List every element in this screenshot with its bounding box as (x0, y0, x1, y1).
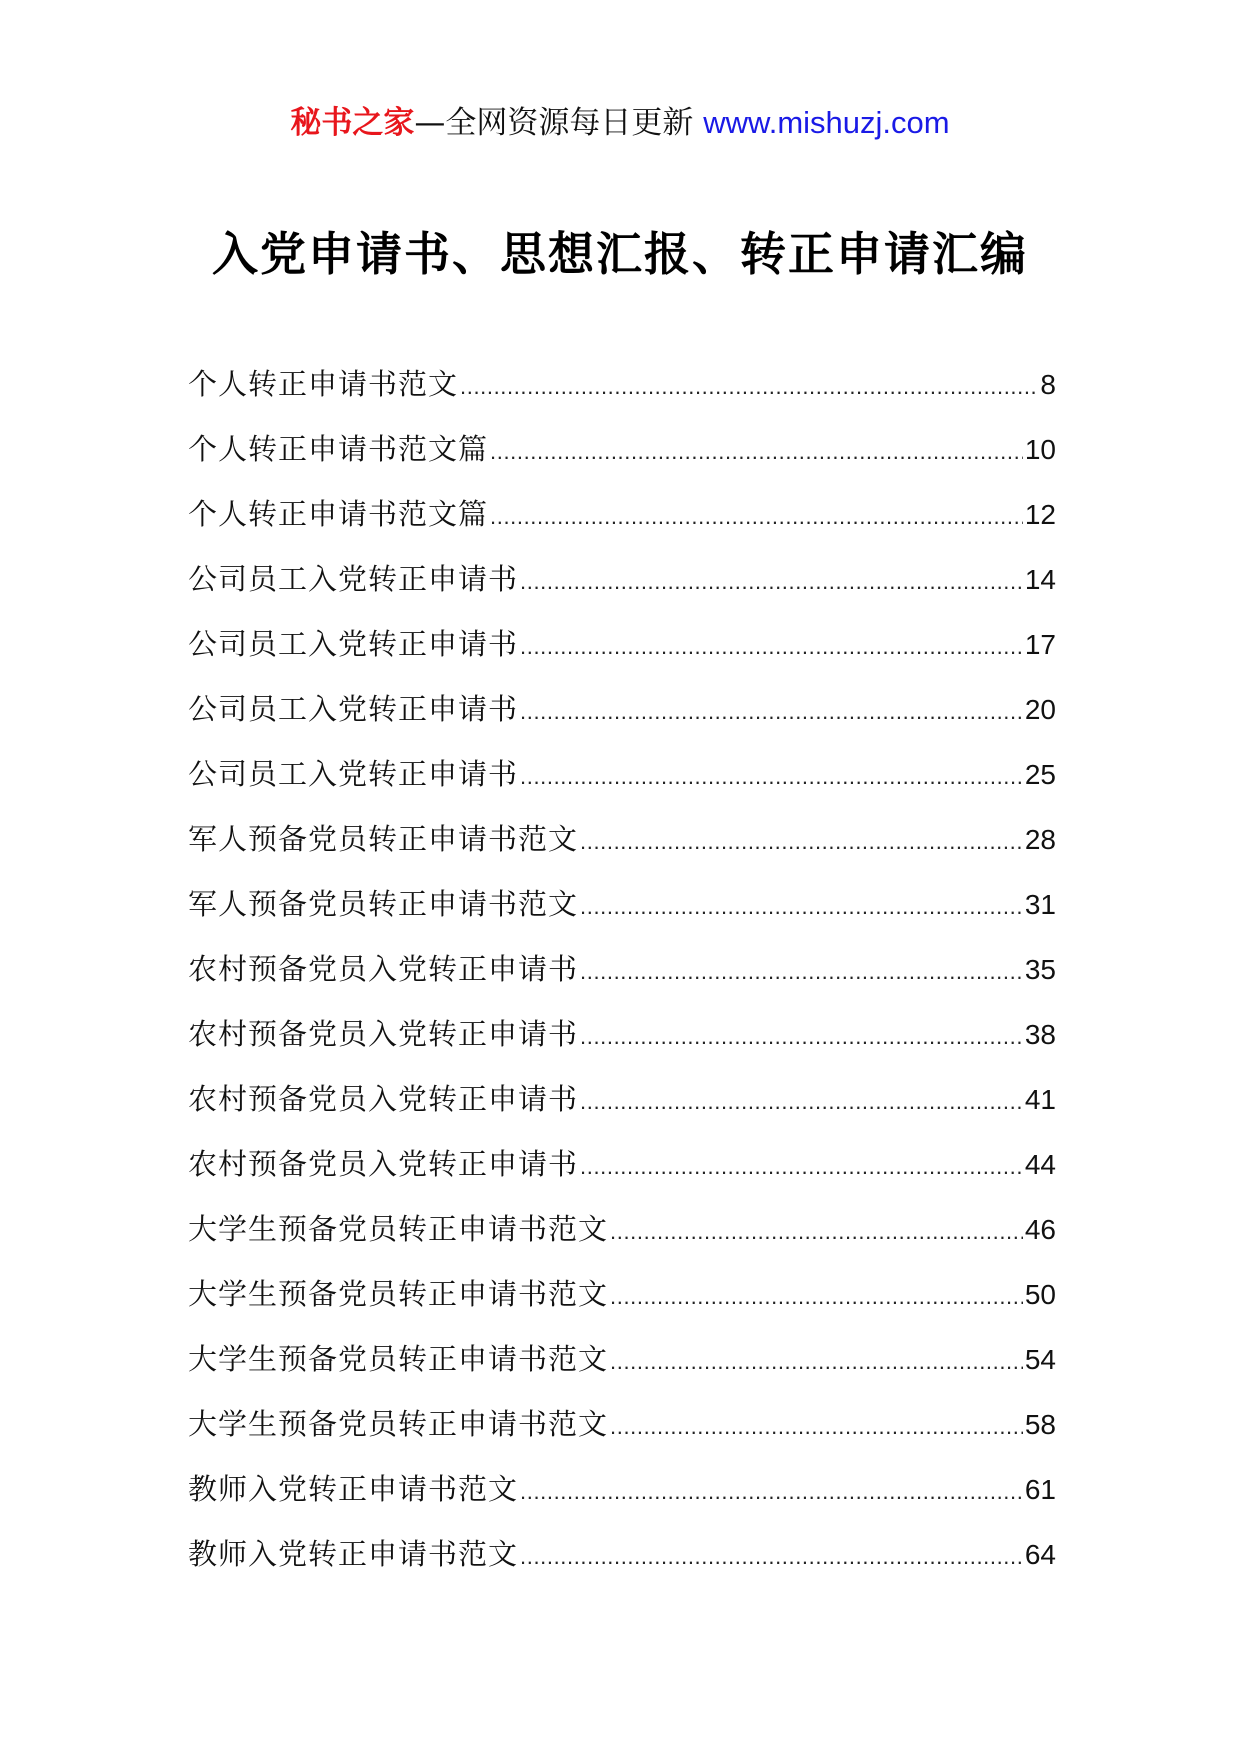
toc-entry-title: 农村预备党员入党转正申请书 (188, 1147, 579, 1181)
toc-entry[interactable] (188, 752, 1056, 817)
toc-entry-title: 公司员工入党转正申请书 (188, 757, 519, 791)
toc-entry-page-number: 64 (1024, 1539, 1056, 1570)
toc-entry-title: 个人转正申请书范文篇 (188, 432, 489, 466)
toc-entry-page-number: 17 (1024, 629, 1056, 660)
toc-entry-title: 农村预备党员入党转正申请书 (188, 952, 579, 986)
toc-entry[interactable] (188, 1142, 1056, 1207)
toc-entry-page-number: 41 (1024, 1084, 1056, 1115)
toc-entry-title: 个人转正申请书范文篇 (188, 497, 489, 531)
toc-entry-page-number: 54 (1024, 1344, 1056, 1375)
toc-entry[interactable] (188, 492, 1056, 557)
toc-entry-title: 公司员工入党转正申请书 (188, 692, 519, 726)
toc-entry-title: 农村预备党员入党转正申请书 (188, 1082, 579, 1116)
toc-entry-page-number: 44 (1024, 1149, 1056, 1180)
toc-entry-page-number: 28 (1024, 824, 1056, 855)
toc-dot-leader (610, 1340, 1023, 1384)
toc-entry-title: 军人预备党员转正申请书范文 (188, 822, 579, 856)
table-of-contents (188, 362, 1056, 1597)
toc-entry[interactable] (188, 947, 1056, 1012)
toc-dot-leader (520, 625, 1023, 669)
site-header (0, 100, 1240, 146)
toc-dot-leader (580, 820, 1023, 864)
toc-entry-title: 大学生预备党员转正申请书范文 (188, 1407, 609, 1441)
toc-dot-leader (610, 1275, 1023, 1319)
toc-entry-title: 教师入党转正申请书范文 (188, 1472, 519, 1506)
toc-dot-leader (490, 495, 1023, 539)
toc-entry[interactable] (188, 427, 1056, 492)
toc-entry[interactable] (188, 362, 1056, 427)
toc-dot-leader (460, 365, 1038, 409)
toc-entry-title: 个人转正申请书范文 (188, 367, 459, 401)
site-url-link[interactable]: www.mishuzj.com (703, 105, 950, 140)
toc-entry-title: 大学生预备党员转正申请书范文 (188, 1342, 609, 1376)
toc-entry[interactable] (188, 622, 1056, 687)
toc-entry[interactable] (188, 557, 1056, 622)
toc-entry-title: 公司员工入党转正申请书 (188, 562, 519, 596)
toc-dot-leader (580, 1145, 1023, 1189)
toc-entry[interactable] (188, 817, 1056, 882)
toc-entry-title: 农村预备党员入党转正申请书 (188, 1017, 579, 1051)
toc-entry-title: 大学生预备党员转正申请书范文 (188, 1212, 609, 1246)
toc-dot-leader (520, 690, 1023, 734)
document-title: 入党申请书、思想汇报、转正申请汇编 (212, 227, 1028, 281)
toc-entry-page-number: 38 (1024, 1019, 1056, 1050)
toc-dot-leader (520, 1535, 1023, 1579)
toc-entry[interactable] (188, 882, 1056, 947)
toc-entry-title: 军人预备党员转正申请书范文 (188, 887, 579, 921)
toc-dot-leader (580, 950, 1023, 994)
toc-entry-page-number: 50 (1024, 1279, 1056, 1310)
toc-entry-page-number: 20 (1024, 694, 1056, 725)
toc-dot-leader (580, 1015, 1023, 1059)
toc-entry[interactable] (188, 687, 1056, 752)
toc-entry-page-number: 8 (1040, 369, 1056, 400)
toc-entry[interactable] (188, 1402, 1056, 1467)
toc-entry-title: 大学生预备党员转正申请书范文 (188, 1277, 609, 1311)
toc-dot-leader (610, 1405, 1023, 1449)
toc-entry-page-number: 10 (1024, 434, 1056, 465)
toc-dot-leader (520, 560, 1023, 604)
brand-name: 秘书之家 (290, 105, 415, 141)
toc-entry[interactable] (188, 1532, 1056, 1597)
toc-dot-leader (580, 885, 1023, 929)
toc-entry-page-number: 61 (1024, 1474, 1056, 1505)
toc-entry-page-number: 25 (1024, 759, 1056, 790)
toc-dot-leader (520, 755, 1023, 799)
toc-dot-leader (580, 1080, 1023, 1124)
toc-entry-page-number: 31 (1024, 889, 1056, 920)
toc-dot-leader (490, 430, 1023, 474)
toc-entry-page-number: 46 (1024, 1214, 1056, 1245)
toc-entry-page-number: 12 (1024, 499, 1056, 530)
toc-entry[interactable] (188, 1467, 1056, 1532)
toc-entry-page-number: 14 (1024, 564, 1056, 595)
toc-entry[interactable] (188, 1207, 1056, 1272)
toc-entry[interactable] (188, 1337, 1056, 1402)
header-slogan: —全网资源每日更新 (414, 105, 704, 141)
toc-entry-page-number: 58 (1024, 1409, 1056, 1440)
toc-entry[interactable] (188, 1272, 1056, 1337)
toc-entry[interactable] (188, 1012, 1056, 1077)
toc-dot-leader (610, 1210, 1023, 1254)
toc-entry[interactable] (188, 1077, 1056, 1142)
toc-entry-title: 教师入党转正申请书范文 (188, 1537, 519, 1571)
toc-entry-page-number: 35 (1024, 954, 1056, 985)
toc-entry-title: 公司员工入党转正申请书 (188, 627, 519, 661)
toc-dot-leader (520, 1470, 1023, 1514)
